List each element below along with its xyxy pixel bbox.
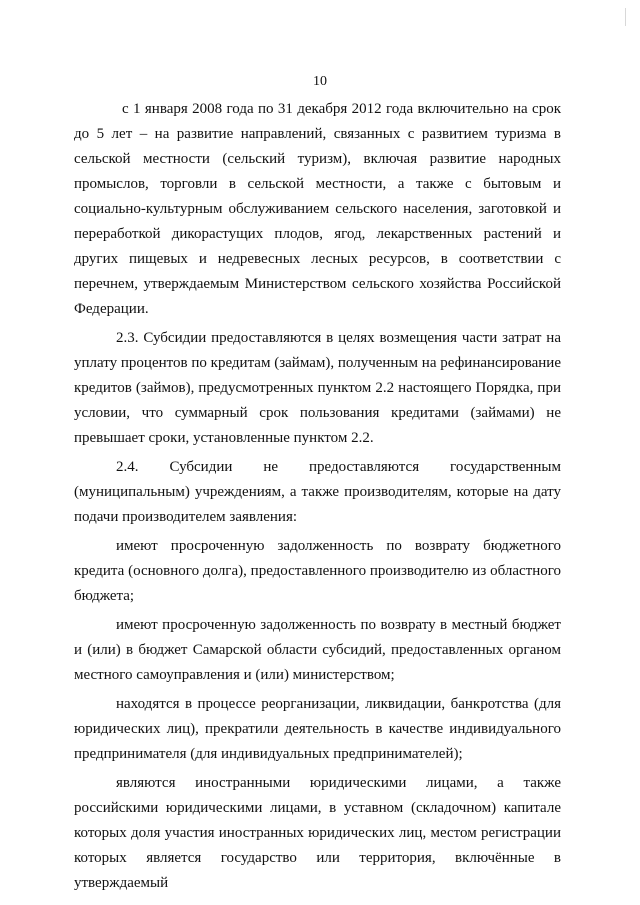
paragraph-2-4: 2.4. Субсидии не предоставляются государственным (муниципальным) учреждениям, а также производителям, которые на дату подачи производителем заявления: <box>74 459 561 525</box>
document-body <box>74 97 561 900</box>
page-number: 10 <box>313 74 327 89</box>
paragraph-reorganization: находятся в процессе реорганизации, ликвидации, банкротства (для юридических лиц), прекратили деятельность в качестве индивидуального предпринимателя (для индивидуальных предпринимателей); <box>74 696 561 762</box>
paragraph-2-3: 2.3. Субсидии предоставляются в целях возмещения части затрат на уплату процентов по кредитам (займам), полученным на рефинансирование кредитов (займов), предусмотренных пунктом 2.2 настоящего Порядка, при условии, что суммарный срок пользования кредитами (займами) не превышает сроки, установленные пунктом 2.2. <box>74 330 561 446</box>
paragraph-overdue-subsidies: имеют просроченную задолженность по возврату в местный бюджет и (или) в бюджет Самарской области субсидий, предоставленных органом местного самоуправления и (или) министерством; <box>74 617 561 683</box>
paragraph-overdue-budget-credit: имеют просроченную задолженность по возврату бюджетного кредита (основного долга), предоставленного производителю из областного бюджета; <box>74 538 561 604</box>
paragraph-foreign-entities: являются иностранными юридическими лицами, а также российскими юридическими лицами, в уставном (складочном) капитале которых доля участия иностранных юридических лиц, местом регистрации которых является государство или территория, включённые в утверждаемый <box>74 775 561 891</box>
scan-mark <box>625 8 626 26</box>
paragraph-tourism-term: с 1 января 2008 года по 31 декабря 2012 года включительно на срок до 5 лет – на развитие направлений, связанных с развитием туризма в сельской местности (сельский туризм), включая развитие народных промыслов, торговли в сельской местности, а также с бытовым и социально-культурным обслуживанием сельского населения, заготовкой и переработкой дикорастущих плодов, ягод, лекарственных растений и других пищевых и недревесных лесных ресурсов, в соответствии с перечнем, утверждаемым Министерством сельского хозяйства Российской Федерации. <box>74 101 561 317</box>
